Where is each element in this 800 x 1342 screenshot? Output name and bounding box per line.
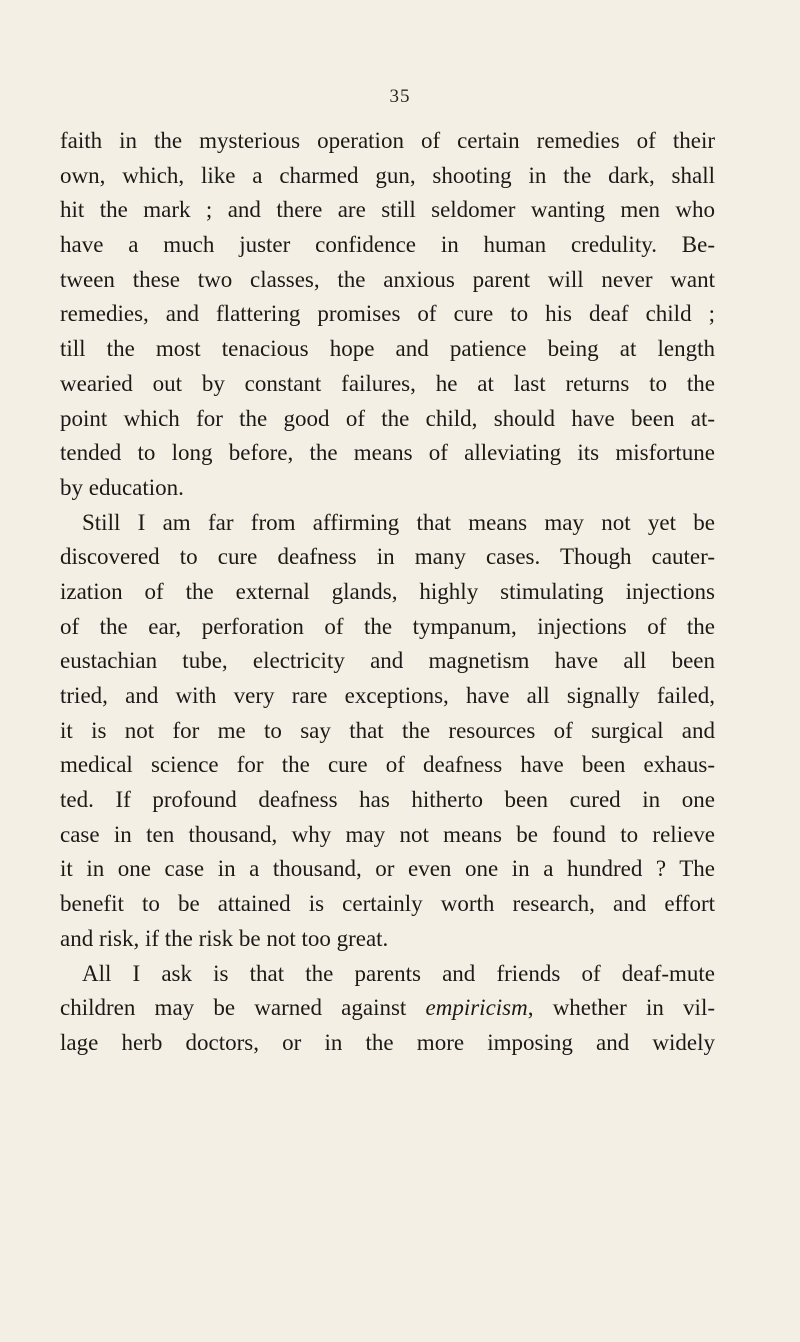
text-line: tried, and with very rare exceptions, have all signally failed, bbox=[60, 683, 715, 708]
italic-term: empiricism bbox=[425, 995, 528, 1021]
paragraph-start-line: Still I am far from affirming that means may not yet be bbox=[82, 509, 715, 535]
text-line: discovered to cure deafness in many cases. Though cauter- bbox=[60, 544, 715, 570]
text-line: tended to long before, the means of alleviating its misfortune bbox=[60, 440, 715, 466]
text-line: of the ear, perforation of the tympanum, injections of the bbox=[60, 613, 715, 639]
text-line: medical science for the cure of deafness have been exhaus- bbox=[60, 752, 715, 778]
text-line-with-italic bbox=[60, 991, 715, 1026]
text-segment: children may be warned against bbox=[60, 995, 426, 1021]
text-line: lage herb doctors, or in the more imposing and widely bbox=[60, 1029, 715, 1055]
paragraph-start-line: All I ask is that the parents and friends of deaf-mute bbox=[82, 960, 715, 986]
text-line: it in one case in a thousand, or even one in a hundred ? The bbox=[60, 856, 715, 882]
text-segment: , whether in vil- bbox=[527, 995, 715, 1021]
text-line: benefit to be attained is certainly worth research, and effort bbox=[60, 891, 715, 917]
paragraph-end-line: by education. bbox=[60, 474, 184, 500]
text-line: hit the mark ; and there are still seldomer wanting men who bbox=[60, 197, 715, 223]
text-line: wearied out by constant failures, he at last returns to the bbox=[60, 370, 715, 396]
text-line: remedies, and flattering promises of cure to his deaf child ; bbox=[60, 301, 715, 327]
text-line: ization of the external glands, highly stimulating injections bbox=[60, 578, 715, 604]
body-text bbox=[60, 124, 715, 1061]
paragraph-end-line: and risk, if the risk be not too great. bbox=[60, 925, 389, 951]
text-line: eustachian tube, electricity and magnetism have all been bbox=[60, 648, 715, 674]
text-line: faith in the mysterious operation of certain remedies of their bbox=[60, 128, 715, 153]
text-line: ted. If profound deafness has hitherto been cured in one bbox=[60, 787, 715, 813]
text-line: own, which, like a charmed gun, shooting in the dark, shall bbox=[60, 162, 715, 188]
text-line: till the most tenacious hope and patience being at length bbox=[60, 336, 715, 362]
page-number: 35 bbox=[389, 86, 411, 107]
text-line: point which for the good of the child, should have been at- bbox=[60, 405, 715, 431]
text-line: case in ten thousand, why may not means be found to relieve bbox=[60, 821, 715, 847]
text-line: tween these two classes, the anxious parent will never want bbox=[60, 266, 715, 292]
text-line: it is not for me to say that the resources of surgical and bbox=[60, 717, 715, 743]
text-line: have a much juster confidence in human credulity. Be- bbox=[60, 232, 715, 258]
